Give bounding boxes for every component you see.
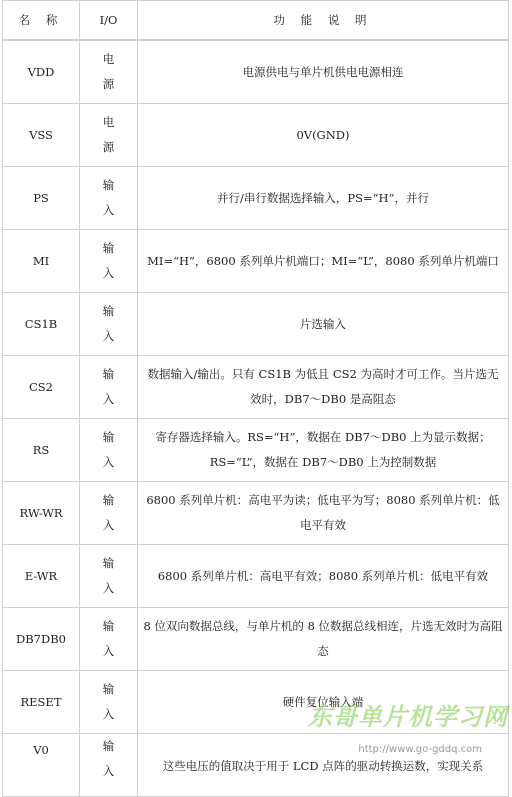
table-row [2,104,509,167]
pin-function: 硬件复位输入端 [138,671,509,734]
table-row [2,545,509,608]
pin-name: CS1B [2,293,80,356]
watermark-logo: 东哥单片机学习网 [308,703,508,731]
pin-io: 输 入 [80,608,138,671]
pin-io: 电 源 [80,40,138,104]
pin-function: 8 位双向数据总线，与单片机的 8 位数据总线相连，片选无效时为高阻态 [138,608,509,671]
pin-function: 片选输入 [138,293,509,356]
table-row [2,293,509,356]
pin-name: E-WR [2,545,80,608]
pin-io: 输 入 [80,671,138,734]
pin-name: V0 [2,734,80,797]
header-name: 名 称 [2,0,80,40]
pin-function: 电源供电与单片机供电电源相连 [138,40,509,104]
pin-io: 电 源 [80,104,138,167]
table-row [2,671,509,734]
table-row [2,608,509,671]
pin-function: 并行/串行数据选择输入，PS=“H”，并行 [138,167,509,230]
pin-io: 输 入 [80,482,138,545]
header-function: 功 能 说 明 [138,0,509,40]
pin-name: DB7DB0 [2,608,80,671]
table-row [2,356,509,419]
pin-io: 输 入 [80,230,138,293]
pin-function: 6800 系列单片机：高电平有效；8080 系列单片机：低电平有效 [138,545,509,608]
table-row [2,482,509,545]
pin-function: 数据输入/输出。只有 CS1B 为低且 CS2 为高时才可工作。当片选无效时，DB7～DB0 是高阻态 [138,356,509,419]
pin-name: CS2 [2,356,80,419]
pin-name: VSS [2,104,80,167]
pin-function: 寄存器选择输入。RS=“H”，数据在 DB7～DB0 上为显示数据；RS=“L”，数据在 DB7～DB0 上为控制数据 [138,419,509,482]
pin-name: VDD [2,40,80,104]
pin-function: 0V(GND) [138,104,509,167]
watermark-url: http://www.go-gddq.com [358,744,482,755]
table-row [2,419,509,482]
table-row [2,40,509,104]
header-io: I/O [80,0,138,40]
pin-name: RS [2,419,80,482]
table-row [2,167,509,230]
pin-name: PS [2,167,80,230]
pin-name: MI [2,230,80,293]
pin-io: 输 入 [80,545,138,608]
table-row [2,230,509,293]
table-header-row [2,0,509,40]
pin-io: 输 入 [80,293,138,356]
pin-io: 输 入 [80,167,138,230]
pin-function: 6800 系列单片机：高电平为读；低电平为写；8080 系列单片机：低电平有效 [138,482,509,545]
pin-io: 输 入 [80,734,138,797]
pin-name: RESET [2,671,80,734]
pin-name: RW-WR [2,482,80,545]
pin-io: 输 入 [80,419,138,482]
pin-io: 输 入 [80,356,138,419]
pin-function: MI=“H”，6800 系列单片机端口；MI=“L”，8080 系列单片机端口 [138,230,509,293]
pin-description-table [2,0,509,797]
pin-function: 这些电压的值取决于用于 LCD 点阵的驱动转换运数，实现关系 [138,734,509,797]
